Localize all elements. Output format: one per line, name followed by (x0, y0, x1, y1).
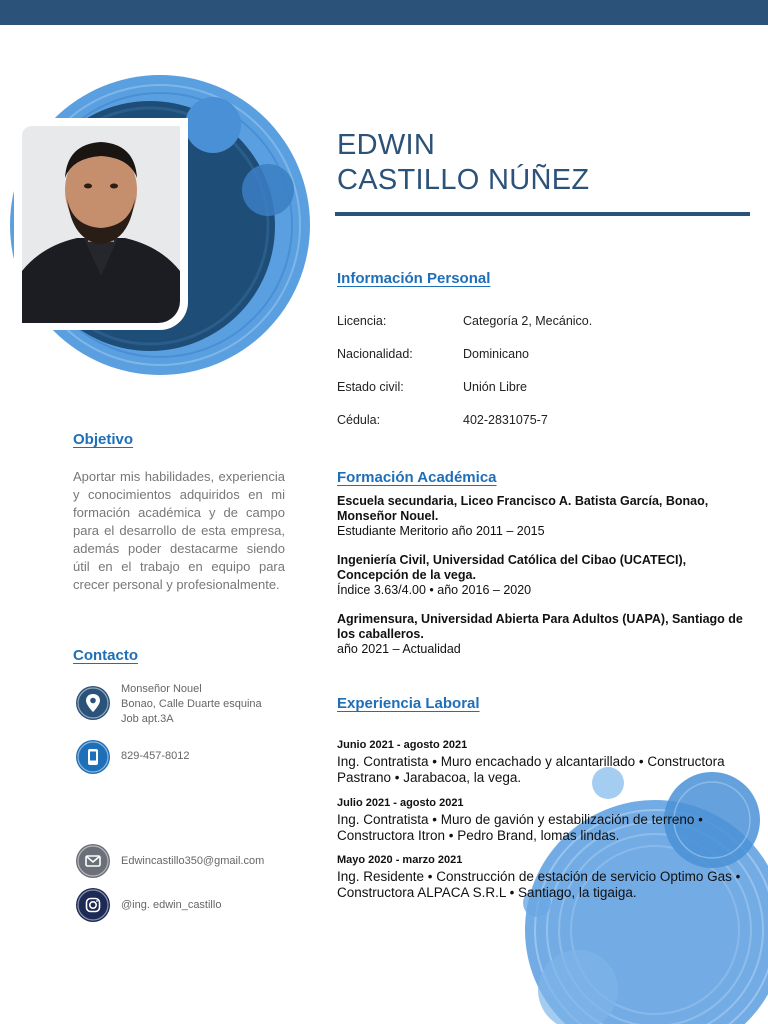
education-title: Formación Académica (337, 469, 497, 486)
personal-info-title: Información Personal (337, 270, 491, 287)
education-school: Ingeniería Civil, Universidad Católica del Cibao (UCATECI), Concepción de la vega. (337, 553, 687, 582)
address-line: Monseñor Nouel (121, 683, 202, 695)
experience-dates: Julio 2021 - agosto 2021 (337, 797, 464, 809)
address-line: Job apt.3A (121, 713, 174, 725)
contact-email[interactable]: Edwincastillo350@gmail.com (121, 855, 265, 867)
experience-item (337, 795, 757, 844)
name-divider (335, 212, 750, 216)
experience-text: Ing. Contratista • Muro de gavión y estabilización de terreno • Constructora Itron • Pedro Brand, lomas lindas. (337, 812, 703, 843)
education-item (337, 553, 752, 598)
experience-title: Experiencia Laboral (337, 695, 480, 712)
first-name: EDWIN (337, 129, 436, 161)
objective-text: Aportar mis habilidades, experiencia y conocimientos adquiridos en mi formación académica y de campo para el desarrollo de esta empresa, además poder destacarme siendo útil en el trabajo en equipo para crecer personal y profesionalmente. (73, 469, 285, 592)
education-school: Agrimensura, Universidad Abierta Para Adultos (UAPA), Santiago de los caballeros. (337, 612, 743, 641)
experience-item (337, 737, 757, 786)
education-school: Escuela secundaria, Liceo Francisco A. Batista García, Bonao, Monseñor Nouel. (337, 494, 709, 523)
experience-text: Ing. Residente • Construcción de estación de servicio Optimo Gas • Constructora ALPACA S.R.L • Santiago, la tigaiga. (337, 869, 741, 900)
experience-item (337, 852, 757, 901)
contact-phone: 829-457-8012 (121, 750, 190, 762)
info-value: 402-2831075-7 (463, 413, 548, 427)
small-circle (185, 97, 241, 153)
education-detail: Índice 3.63/4.00 • año 2016 – 2020 (337, 583, 532, 597)
full-name (337, 128, 589, 198)
education-item (337, 494, 752, 539)
info-label: Cédula: (337, 413, 381, 427)
info-label: Nacionalidad: (337, 347, 413, 361)
education-item (337, 612, 752, 657)
profile-photo (22, 126, 180, 323)
education-detail: año 2021 – Actualidad (337, 642, 461, 656)
education-detail: Estudiante Meritorio año 2011 – 2015 (337, 524, 545, 538)
location-pin-icon (76, 686, 110, 720)
experience-text: Ing. Contratista • Muro encachado y alcantarillado • Constructora Pastrano • Jarabacoa, la vega. (337, 754, 725, 785)
experience-dates: Junio 2021 - agosto 2021 (337, 739, 468, 751)
info-label: Licencia: (337, 314, 387, 328)
info-label: Estado civil: (337, 380, 404, 394)
experience-dates: Mayo 2020 - marzo 2021 (337, 854, 463, 866)
address-line: Bonao, Calle Duarte esquina (121, 698, 262, 710)
last-name: CASTILLO NÚÑEZ (337, 164, 590, 196)
contact-social[interactable]: @ing. edwin_castillo (121, 899, 222, 911)
contact-address (121, 682, 262, 727)
info-value: Dominicano (463, 347, 530, 361)
phone-icon (76, 740, 110, 774)
instagram-icon (76, 888, 110, 922)
email-icon (76, 844, 110, 878)
info-value: Unión Libre (463, 380, 527, 394)
objective-title: Objetivo (73, 431, 134, 448)
contact-title: Contacto (73, 647, 138, 664)
info-value: Categoría 2, Mecánico. (463, 314, 593, 328)
